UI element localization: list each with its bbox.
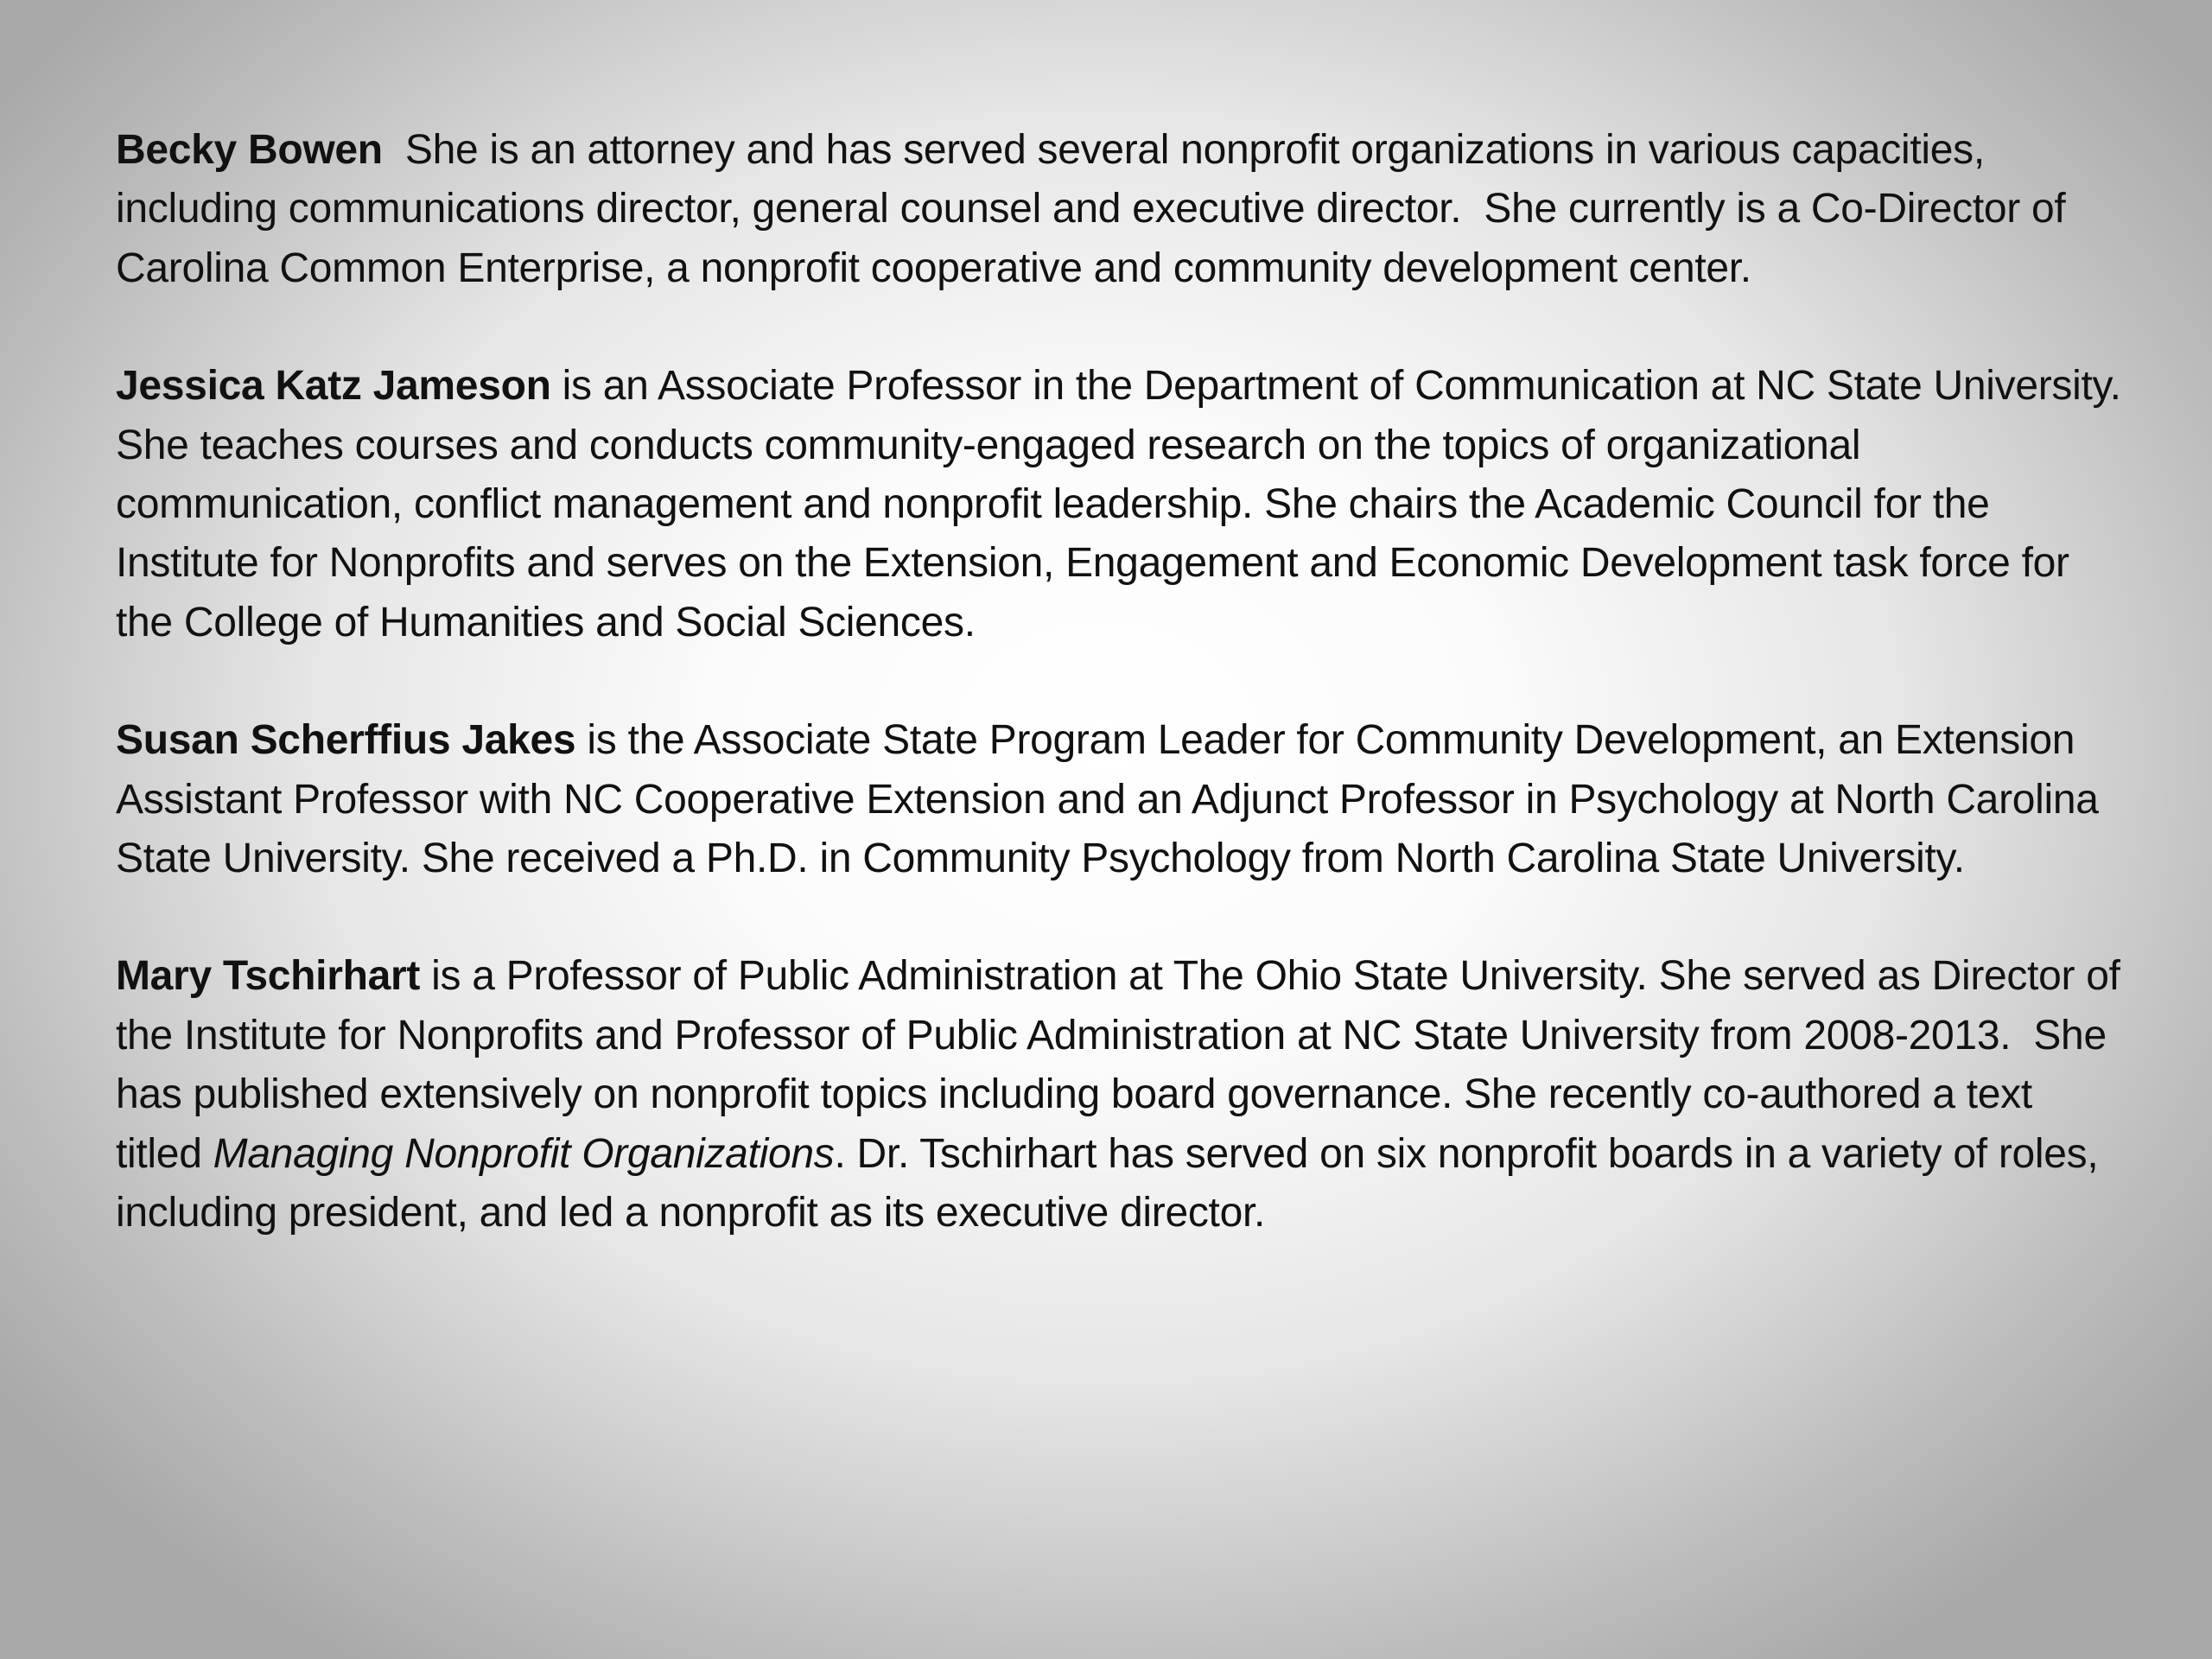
bio-text: is a Professor of Public Administration at The Ohio State University. She served as Director of the Institute for Nonprofits and Professor of Public Administration at NC State University from 2008-2013. She has published extensively on nonprofit topics including board governance. She recently co-authored a text titled xyxy=(116,953,2132,1177)
bio-name: Jessica Katz Jameson xyxy=(116,363,551,410)
bio-jessica-katz-jameson xyxy=(116,357,2133,652)
bio-text-continued: . Dr. Tschirhart has served on six nonprofit boards in a variety of roles, including president, and led a nonprofit as its executive director. xyxy=(116,1130,2099,1236)
bio-becky-bowen xyxy=(116,121,2129,298)
bio-name: Becky Bowen xyxy=(116,127,383,173)
bio-text: is the Associate State Program Leader for Community Development, an Extension Assistant Professor with NC Cooperative Extension and an Adjunct Professor in Psychology at North Carolina State University. She received a Ph.D. in Community Psychology from North Carolina State University. xyxy=(116,717,2110,882)
bio-name: Susan Scherffius Jakes xyxy=(116,717,576,764)
bio-text: She is an attorney and has served several nonprofit organizations in various capacities, including communications director, general counsel and executive director. She currently is a Co-Director of Carolina Common Enterprise, a nonprofit cooperative and community development center. xyxy=(116,127,2077,291)
bio-mary-tschirhart xyxy=(116,947,2132,1243)
bio-susan-scherffius-jakes xyxy=(116,711,2129,888)
bios-slide xyxy=(116,121,2133,1302)
bio-text: is an Associate Professor in the Department of Communication at NC State University. She teaches courses and conducts community-engaged research on the topics of organizational communication, conflict management and nonprofit leadership. She chairs the Academic Council for the Institute for Nonprofits and serves on the Extension, Engagement and Economic Development task force for the College of Humanities and Social Sciences. xyxy=(116,363,2133,645)
book-title: Managing Nonprofit Organizations xyxy=(213,1130,835,1177)
bio-name: Mary Tschirhart xyxy=(116,953,421,1000)
